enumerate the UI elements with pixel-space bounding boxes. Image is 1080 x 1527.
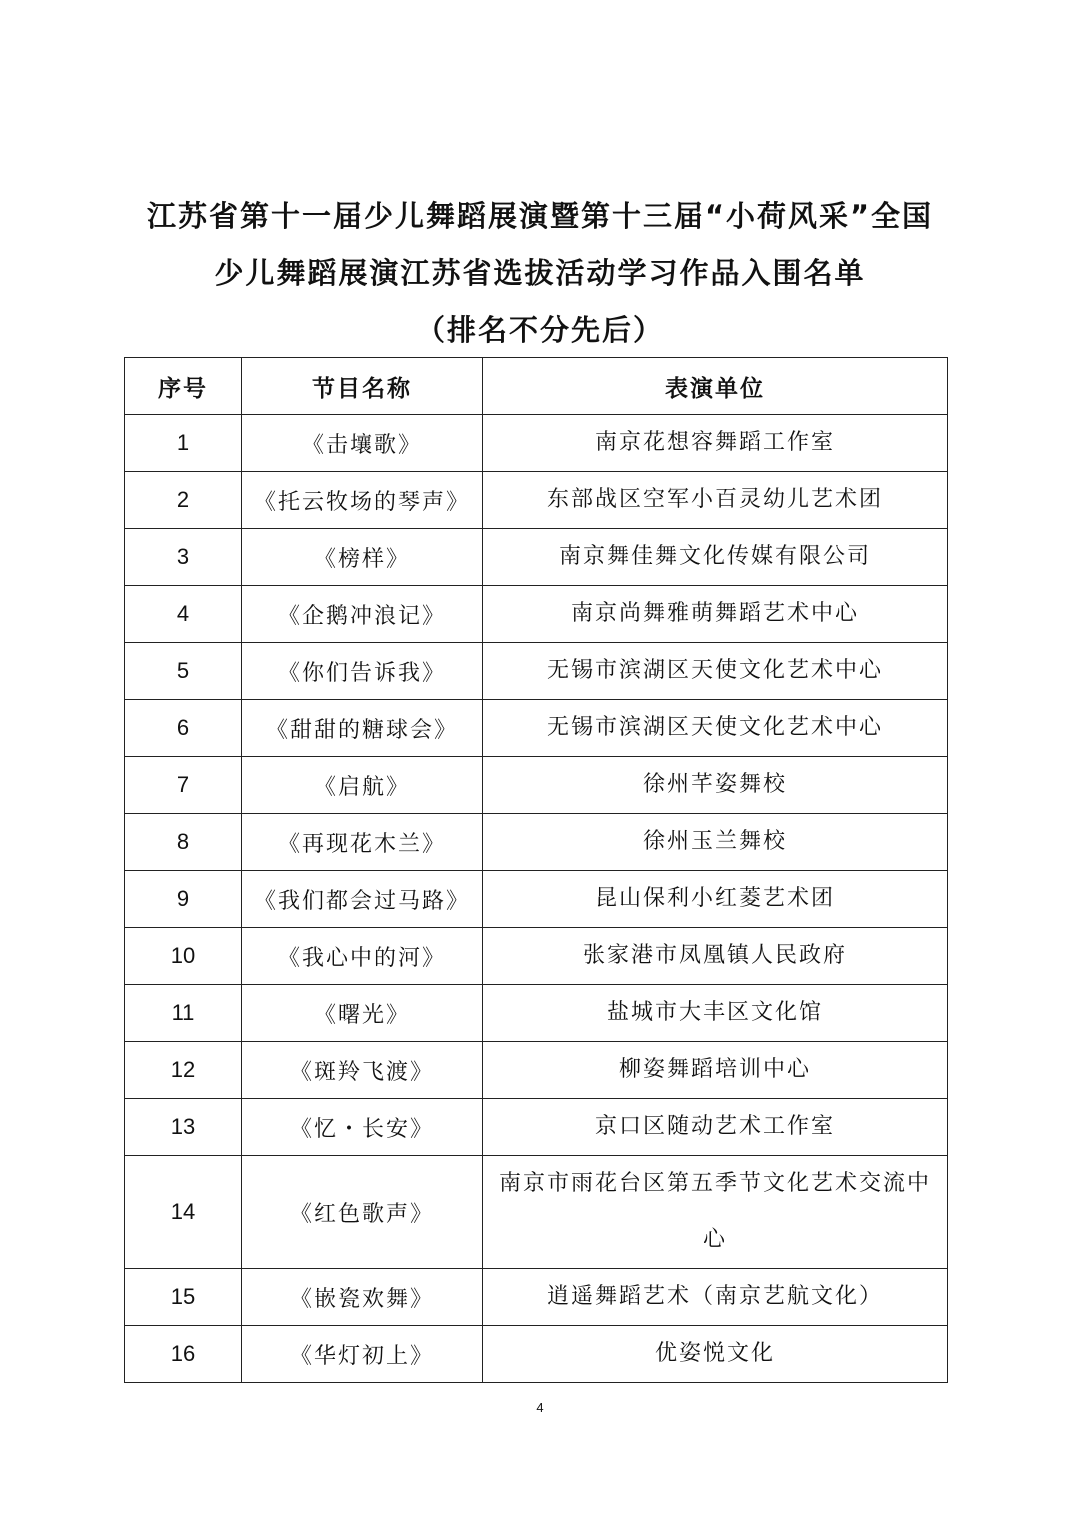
row-program: 《曙光》: [242, 985, 483, 1042]
table-row: [125, 985, 948, 1042]
row-unit: 南京市雨花台区第五季节文化艺术交流中心: [483, 1156, 948, 1269]
row-program: 《启航》: [242, 757, 483, 814]
row-number: 4: [125, 586, 242, 643]
row-number: 13: [125, 1099, 242, 1156]
row-unit: 南京舞佳舞文化传媒有限公司: [483, 529, 948, 586]
table-row: [125, 871, 948, 928]
row-unit: 徐州玉兰舞校: [483, 814, 948, 871]
row-unit: 南京尚舞雅萌舞蹈艺术中心: [483, 586, 948, 643]
row-unit: 无锡市滨湖区天使文化艺术中心: [483, 643, 948, 700]
table-row: [125, 1042, 948, 1099]
row-number: 2: [125, 472, 242, 529]
row-program: 《击壤歌》: [242, 415, 483, 472]
row-program: 《榜样》: [242, 529, 483, 586]
row-program: 《托云牧场的琴声》: [242, 472, 483, 529]
row-program: 《红色歌声》: [242, 1156, 483, 1269]
row-unit: 盐城市大丰区文化馆: [483, 985, 948, 1042]
row-program: 《忆・长安》: [242, 1099, 483, 1156]
table-header-row: [125, 358, 948, 415]
row-program: 《我心中的河》: [242, 928, 483, 985]
table-row: [125, 472, 948, 529]
row-program: 《斑羚飞渡》: [242, 1042, 483, 1099]
row-number: 1: [125, 415, 242, 472]
table-row: [125, 1326, 948, 1383]
row-number: 11: [125, 985, 242, 1042]
row-unit: 逍遥舞蹈艺术（南京艺航文化）: [483, 1269, 948, 1326]
header-performing-unit: 表演单位: [483, 358, 948, 415]
row-number: 14: [125, 1156, 242, 1269]
table-row: [125, 1269, 948, 1326]
row-unit: 京口区随动艺术工作室: [483, 1099, 948, 1156]
table-row: [125, 643, 948, 700]
row-program: 《你们告诉我》: [242, 643, 483, 700]
row-number: 10: [125, 928, 242, 985]
table-row: [125, 1099, 948, 1156]
shortlist-table: [124, 357, 948, 1383]
row-number: 9: [125, 871, 242, 928]
header-program-name: 节目名称: [242, 358, 483, 415]
row-number: 7: [125, 757, 242, 814]
row-unit: 无锡市滨湖区天使文化艺术中心: [483, 700, 948, 757]
row-unit: 张家港市凤凰镇人民政府: [483, 928, 948, 985]
row-program: 《我们都会过马路》: [242, 871, 483, 928]
table-row: [125, 700, 948, 757]
row-number: 5: [125, 643, 242, 700]
row-unit: 昆山保利小红菱艺术团: [483, 871, 948, 928]
row-unit: 优姿悦文化: [483, 1326, 948, 1383]
header-number: 序号: [125, 358, 242, 415]
table-row: [125, 529, 948, 586]
row-number: 6: [125, 700, 242, 757]
row-number: 3: [125, 529, 242, 586]
row-unit: 柳姿舞蹈培训中心: [483, 1042, 948, 1099]
row-program: 《华灯初上》: [242, 1326, 483, 1383]
table-row: [125, 757, 948, 814]
row-unit: 南京花想容舞蹈工作室: [483, 415, 948, 472]
table-row: [125, 586, 948, 643]
row-number: 15: [125, 1269, 242, 1326]
row-number: 16: [125, 1326, 242, 1383]
table-row: [125, 928, 948, 985]
row-unit: 东部战区空军小百灵幼儿艺术团: [483, 472, 948, 529]
table-row: [125, 814, 948, 871]
page-number: 4: [536, 1400, 544, 1415]
row-program: 《嵌瓷欢舞》: [242, 1269, 483, 1326]
row-unit: 徐州芊姿舞校: [483, 757, 948, 814]
row-program: 《企鹅冲浪记》: [242, 586, 483, 643]
document-title-line2: 少儿舞蹈展演江苏省选拔活动学习作品入围名单: [214, 256, 866, 290]
row-number: 8: [125, 814, 242, 871]
row-program: 《甜甜的糖球会》: [242, 700, 483, 757]
row-number: 12: [125, 1042, 242, 1099]
document-subtitle: （排名不分先后）: [415, 313, 664, 347]
row-program: 《再现花木兰》: [242, 814, 483, 871]
table-row: [125, 1156, 948, 1269]
table-row: [125, 415, 948, 472]
document-title-line1: 江苏省第十一届少儿舞蹈展演暨第十三届“小荷风采”全国: [146, 199, 934, 233]
